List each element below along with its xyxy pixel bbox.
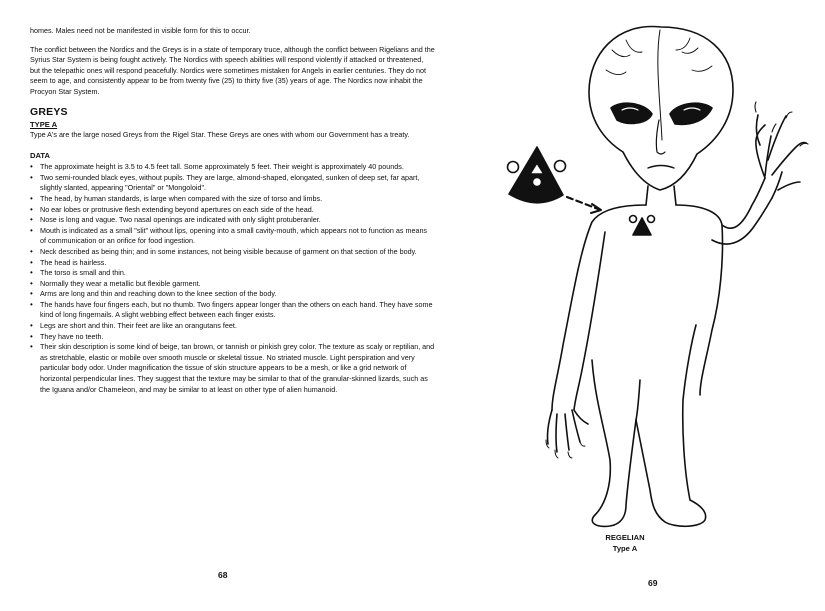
data-bullet-item: • The approximate height is 3.5 to 4.5 feet tall. Some approximately 5 feet. Their weight is approximately 40 pounds.: [30, 162, 435, 173]
data-bullet-item: • Legs are short and thin. Their feet are like an orangutans feet.: [30, 321, 435, 332]
caption-subtitle: Type A: [612, 544, 638, 553]
nordics-paragraph: The conflict between the Nordics and the Greys is in a state of temporary truce, although the conflict between Rigelians and the Syrius Star System is being fought actively. The Nordics with speech abilities will respond violently if attacked or threatened, but the telepathic ones will respond peacefully. Nordics were sometimes mistaken for Angels in earlier centuries. They do not seem to age, and consistently appear to be from twenty five (25) to thirty five (35) years of age. The Nordics now inhabit the Procyon Star System.: [30, 44, 435, 96]
circle-symbol-right: [555, 161, 566, 172]
page-number-left: 68: [218, 570, 228, 580]
data-bullet-item: • Normally they wear a metallic but flexible garment.: [30, 279, 435, 290]
figure-caption: [580, 532, 670, 554]
alien-eye-left: [611, 103, 652, 123]
circle-symbol-left: [508, 162, 519, 173]
data-bullet-item: • The head is hairless.: [30, 258, 435, 269]
section-heading: GREYS: [30, 105, 68, 118]
data-bullet-item: • The torso is small and thin.: [30, 268, 435, 279]
type-a-paragraph: Type A's are the large nosed Greys from the Rigel Star. These Greys are ones with whom our Government has a treaty.: [30, 129, 410, 139]
alien-right-hand: [756, 115, 806, 198]
data-bullet-item: • No ear lobes or protrusive flesh extending beyond apertures on each side of the head.: [30, 205, 435, 216]
caption-title: REGELIAN: [605, 533, 645, 542]
data-bullet-item: • They have no teeth.: [30, 332, 435, 343]
page-number-right: 69: [648, 578, 658, 588]
chest-dot-right: [648, 216, 655, 223]
alien-right-side: [676, 205, 723, 395]
data-bullet-item: • Arms are long and thin and reaching down to the knee section of the body.: [30, 289, 435, 300]
data-bullet-item: • Their skin description is some kind of beige, tan brown, or tannish or pinkish grey color. The texture as scaly or reptilian, and as stretchable, elastic or mobile over smooth muscle or skeletal tissue. No striated muscle. Light perspiration and very particular body odor. Under magnification the tissue of skin structure appears to be a mesh, or like a grid network of horizontal perpendicular lines. They suggest that the texture may be similar to that of the granular-skinned lizards, such as the Iguana and/or Chameleon, and may be similar to at least on other type of alien humanoid.: [30, 342, 435, 395]
triangle-emblem-icon: [509, 147, 563, 203]
subheading: TYPE A: [30, 119, 58, 129]
data-bullet-item: • The hands have four fingers each, but no thumb. Two fingers appear longer than the others on each hand. They have some kind of long fingernails. A slight webbing effect between each finger exists.: [30, 300, 435, 321]
alien-eye-right: [670, 103, 712, 124]
data-bullet-item: • Nose is long and vague. Two nasal openings are indicated with only slight protuberanler.: [30, 215, 435, 226]
data-bullet-item: • The head, by human standards, is large when compared with the size of torso and limbs.: [30, 194, 435, 205]
data-heading: DATA: [30, 151, 50, 161]
data-bullet-item: • Mouth is indicated as a small "slit" without lips, opening into a small cavity-mouth, which appears not to function as means of communication or an orifice for food ingestion.: [30, 226, 435, 247]
data-bullet-item: • Neck described as being thin; and in some instances, not being visible because of garment on that section of the body.: [30, 247, 435, 258]
chest-dot-left: [630, 216, 637, 223]
dashed-arrow: [567, 197, 598, 209]
alien-left-side: [552, 205, 646, 410]
data-bullet-item: • Two semi-rounded black eyes, without pupils. They are large, almond-shaped, elongated, sunken of deep set, far apart, slightly slanted, appearing "Oriental" or "Mongoloid".: [30, 173, 435, 194]
intro-line: homes. Males need not be manifested in visible form for this to occur.: [30, 26, 251, 35]
alien-left-leg: [592, 360, 636, 526]
